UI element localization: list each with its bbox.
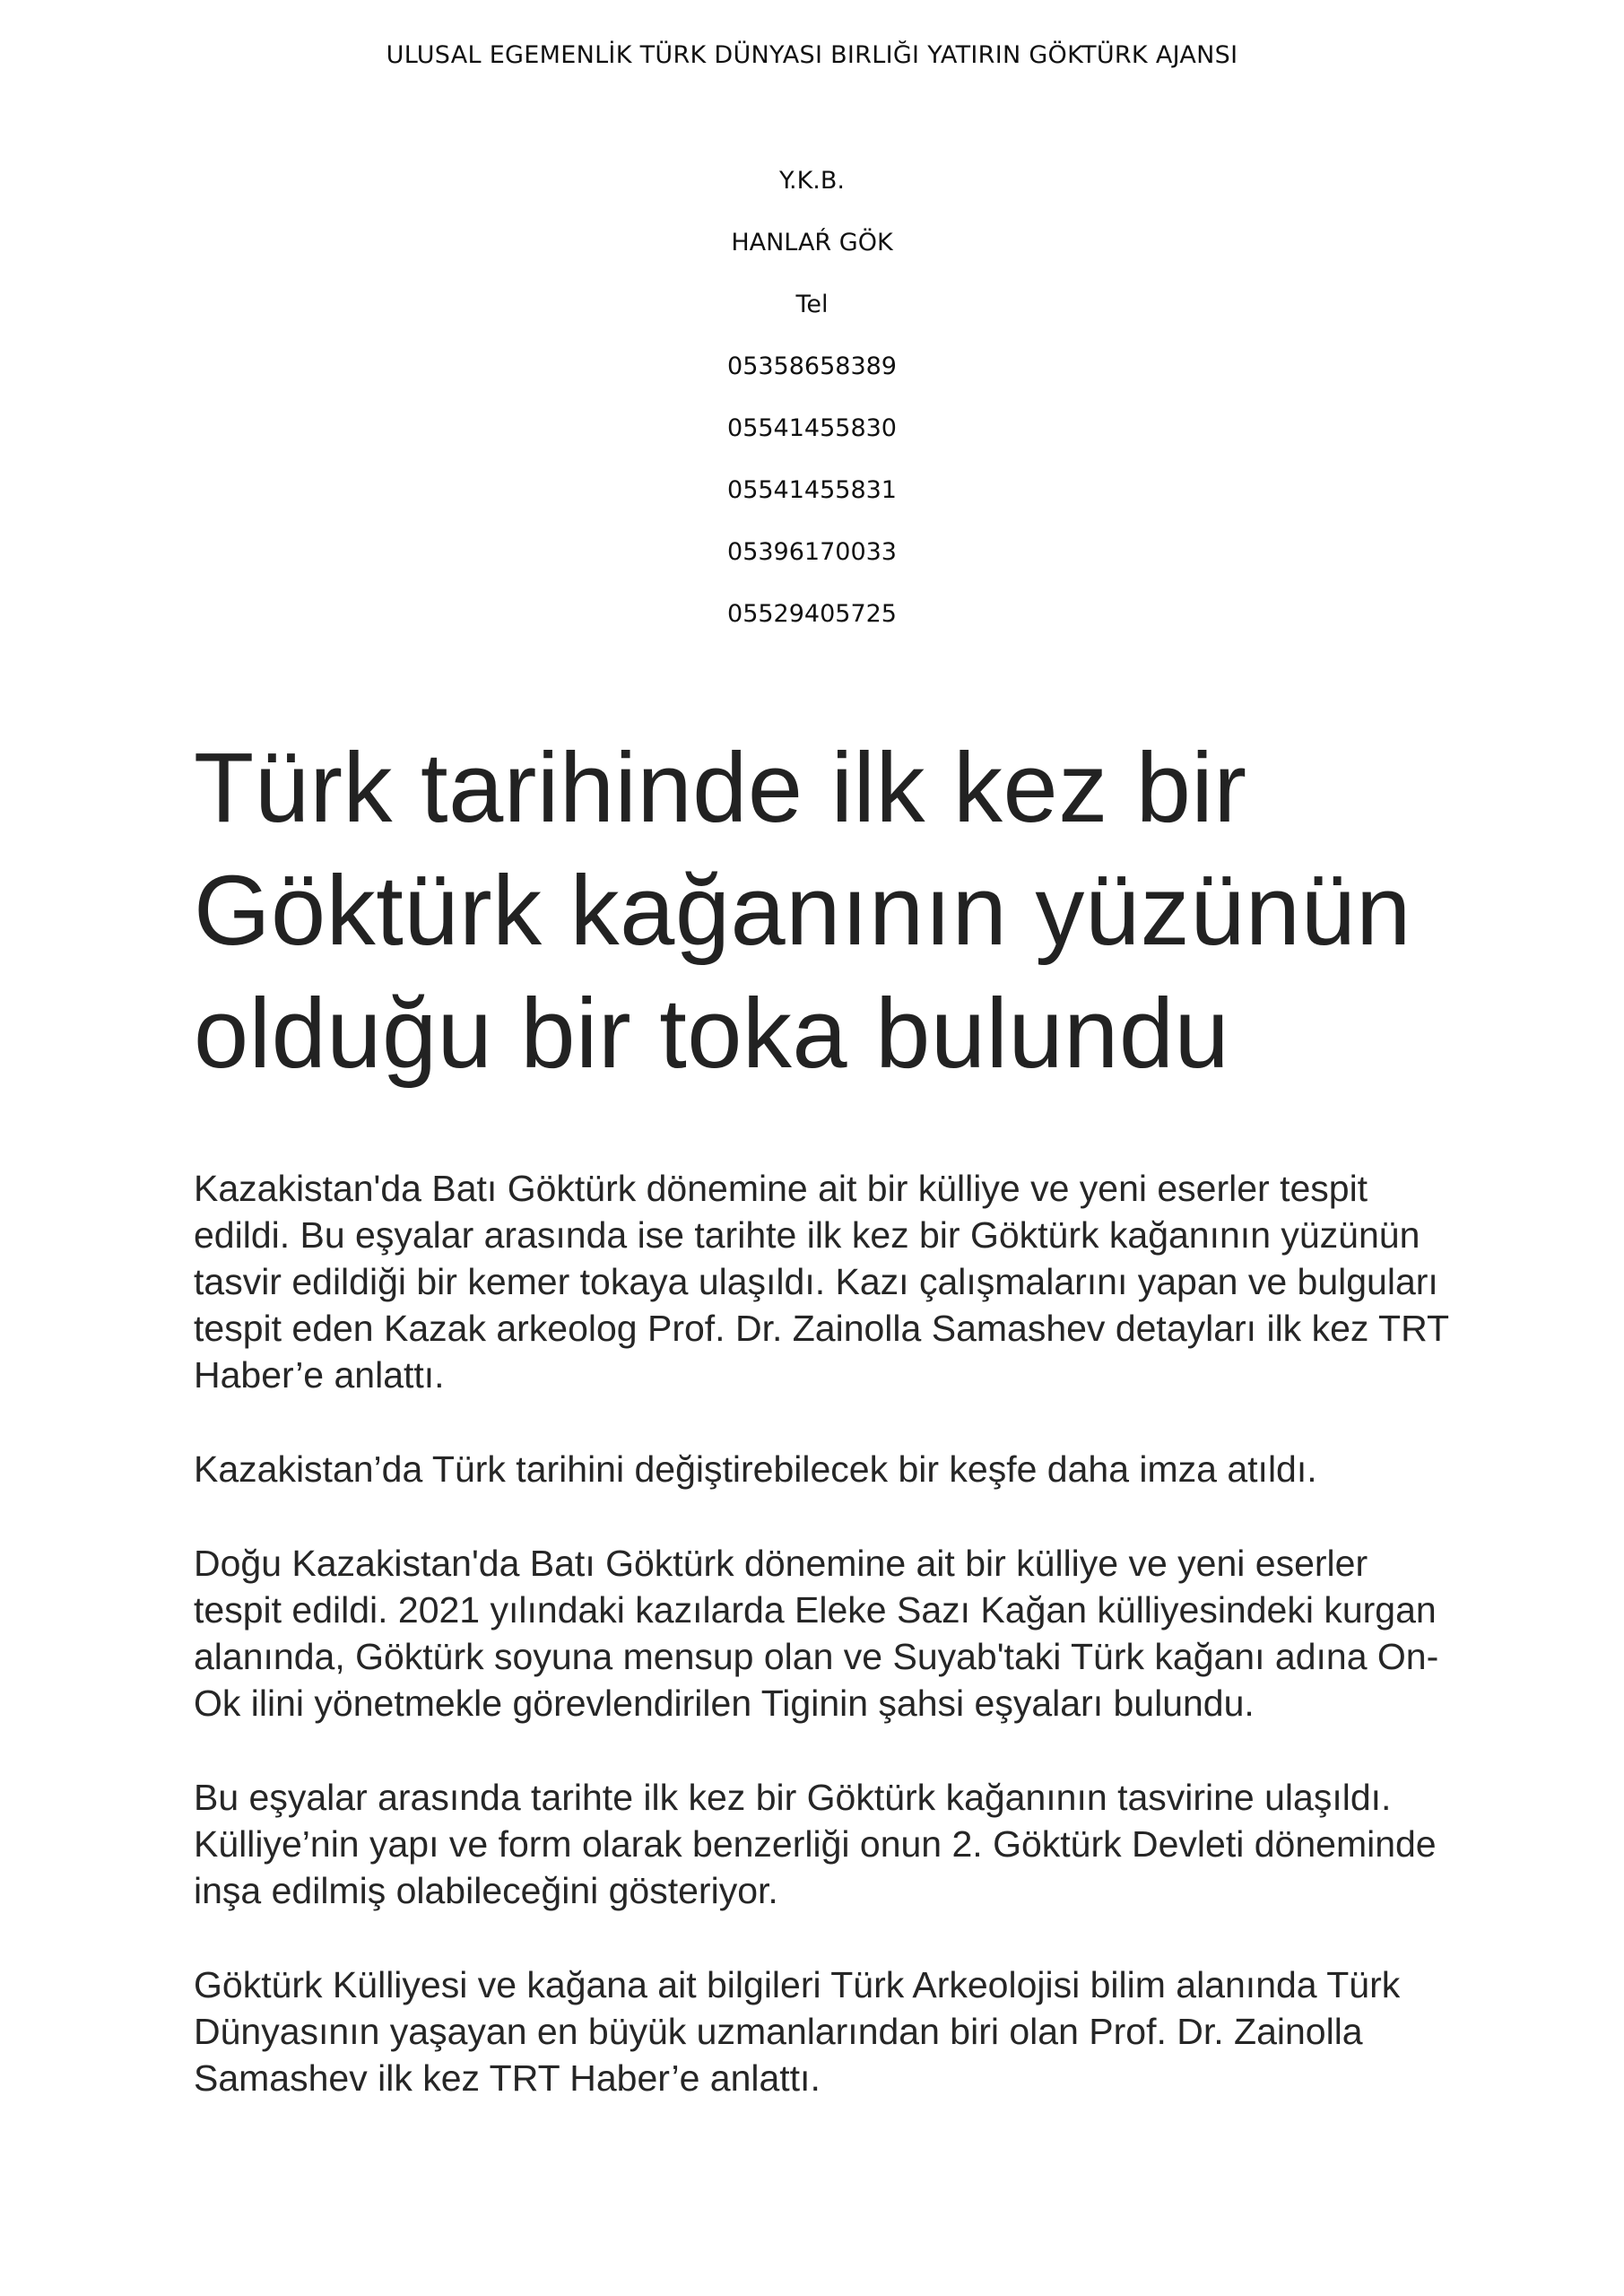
article-paragraph: Külliye’nin yapı ve form olarak benzerliği onun 2. Göktürk Devleti döneminde inşa edilmiş olabileceğini gösteriyor. bbox=[194, 1823, 1437, 1911]
article-paragraph: Bu eşyalar arasında tarihte ilk kez bir Göktürk kağanının tasvirine ulaşıldı. bbox=[194, 1777, 1392, 1818]
agency-header: ULUSAL EGEMENLİK TÜRK DÜNYASI BIRLIĞI YATIRIN GÖKTÜRK AJANSI bbox=[386, 41, 1238, 69]
phone-number: 05396170033 bbox=[727, 538, 897, 566]
phone-number: 05541455831 bbox=[727, 476, 897, 504]
article-paragraph: Göktürk Külliyesi ve kağana ait bilgileri Türk Arkeolojisi bilim alanında Türk Dünyasının yaşayan en büyük uzmanlarından biri olan Prof. Dr. Zainolla Samashev ilk kez TRT Haber’e anlattı. bbox=[194, 1964, 1401, 2099]
phone-number: 05358658389 bbox=[727, 352, 897, 380]
article-paragraph: Kazakistan’da Türk tarihini değiştirebilecek bir keşfe daha imza atıldı. bbox=[194, 1448, 1317, 1490]
contact-block bbox=[0, 163, 1624, 658]
phone-list bbox=[0, 349, 1624, 658]
article-paragraph: Doğu Kazakistan'da Batı Göktürk dönemine ait bir külliye ve yeni eserler tespit edildi. 2021 yılındaki kazılarda Eleke Sazı Kağan külliyesindeki kurgan alanında, Göktürk soyuna mensup olan ve Suyab'taki Türk kağanı adına On-Ok ilini yönetmekle görevlendirilen Tiginin şahsi eşyaları bulundu. bbox=[194, 1543, 1439, 1724]
article-title: Türk tarihinde ilk kez bir Göktürk kağanının yüzünün olduğu bir toka bulundu bbox=[194, 733, 1411, 1089]
article bbox=[194, 726, 1449, 2149]
phone-number: 05541455830 bbox=[727, 414, 897, 442]
article-body bbox=[194, 1165, 1449, 2101]
contact-name: HANLAŔ GÖK bbox=[731, 229, 893, 257]
contact-abbreviation: Y.K.B. bbox=[779, 167, 845, 195]
article-paragraph: Kazakistan'da Batı Göktürk dönemine ait bir külliye ve yeni eserler tespit edildi. Bu eşyalar arasında ise tarihte ilk kez bir Göktürk kağanının yüzünün tasvir edildiği bir kemer tokaya ulaşıldı. Kazı çalışmalarını yapan ve bulguları tespit eden Kazak arkeolog Prof. Dr. Zainolla Samashev detayları ilk kez TRT Haber’e anlattı. bbox=[194, 1168, 1449, 1396]
phone-number: 05529405725 bbox=[727, 600, 897, 628]
contact-tel-label: Tel bbox=[795, 291, 829, 318]
